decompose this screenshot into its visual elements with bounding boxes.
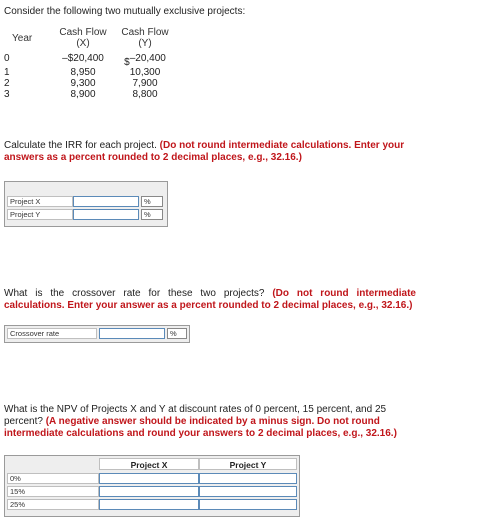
q1-prompt: Calculate the IRR for each project. bbox=[4, 140, 157, 151]
percent-unit: % bbox=[167, 328, 187, 339]
q2-prompt: What is the crossover rate for these two projects? bbox=[4, 288, 265, 299]
npv-y-25-input[interactable] bbox=[199, 499, 297, 510]
cash-flow-x-cell: –$20,400 bbox=[62, 52, 104, 64]
cash-flow-y-cell bbox=[114, 49, 176, 67]
irr-answer-table bbox=[4, 181, 168, 227]
npv-x-0-input[interactable] bbox=[99, 473, 199, 484]
npv-answer-table bbox=[4, 455, 300, 517]
col-header-x-line1: Cash Flow bbox=[59, 27, 107, 38]
q3-prompt: What is the NPV of Projects X and Y at discount rates of 0 percent, 15 percent, and 25 percent? bbox=[4, 404, 387, 427]
table-row bbox=[4, 89, 176, 100]
q3-text bbox=[4, 404, 414, 440]
percent-unit: % bbox=[141, 209, 163, 220]
col-header-y-line2: (Y) bbox=[138, 38, 152, 49]
q2-instruction: (Do not round intermediate calculations. Enter your answer as a percent rounded to 2 decimal places, e.g., 32.16.) bbox=[4, 288, 416, 311]
cashflow-table bbox=[4, 27, 176, 100]
rate-0-label: 0% bbox=[7, 473, 99, 484]
cash-flow-x-cell: 8,900 bbox=[70, 89, 96, 100]
project-y-label: Project Y bbox=[7, 209, 73, 220]
table-row bbox=[4, 49, 176, 67]
rate-15-label: 15% bbox=[7, 486, 99, 497]
cash-flow-x-cell: 8,950 bbox=[70, 67, 96, 78]
rate-25-label: 25% bbox=[7, 499, 99, 510]
npv-x-15-input[interactable] bbox=[99, 486, 199, 497]
cash-flow-x-cell: 9,300 bbox=[70, 78, 96, 89]
table-row bbox=[4, 67, 176, 78]
year-cell: 2 bbox=[4, 78, 10, 89]
intro-text: Consider the following two mutually exclusive projects: bbox=[4, 6, 246, 17]
crossover-rate-input[interactable] bbox=[99, 328, 165, 339]
col-header-year: Year bbox=[12, 32, 33, 44]
irr-project-y-input[interactable] bbox=[73, 209, 139, 220]
col-header-project-y: Project Y bbox=[199, 458, 297, 470]
q1-instruction: (Do not round intermediate calculations. Enter your answers as a percent rounded to 2 decimal places, e.g., 32.16.) bbox=[4, 140, 405, 163]
project-x-label: Project X bbox=[7, 196, 73, 207]
col-header-x-line2: (X) bbox=[76, 38, 90, 49]
q2-text bbox=[4, 288, 416, 312]
crossover-rate-label: Crossover rate bbox=[7, 328, 97, 339]
cash-flow-y-cell: 7,900 bbox=[132, 78, 158, 89]
irr-project-x-input[interactable] bbox=[73, 196, 139, 207]
cash-flow-y-cell: 8,800 bbox=[132, 89, 158, 100]
npv-x-25-input[interactable] bbox=[99, 499, 199, 510]
year-cell: 1 bbox=[4, 67, 10, 78]
col-header-project-x: Project X bbox=[99, 458, 199, 470]
cash-flow-y-cell: 10,300 bbox=[129, 67, 161, 78]
year-cell: 0 bbox=[4, 52, 10, 64]
table-row bbox=[4, 78, 176, 89]
npv-y-0-input[interactable] bbox=[199, 473, 297, 484]
year-cell: 3 bbox=[4, 89, 10, 100]
q3-instruction: (A negative answer should be indicated by a minus sign. Do not round intermediate calculations and round your answers to 2 decimal places, e.g., 32.16.) bbox=[4, 416, 397, 439]
q1-text bbox=[4, 140, 414, 164]
currency-symbol: $ bbox=[124, 56, 130, 68]
col-header-y-line1: Cash Flow bbox=[121, 27, 169, 38]
cash-flow-y-value: –20,400 bbox=[129, 52, 166, 64]
npv-y-15-input[interactable] bbox=[199, 486, 297, 497]
crossover-answer-table bbox=[4, 325, 190, 343]
percent-unit: % bbox=[141, 196, 163, 207]
